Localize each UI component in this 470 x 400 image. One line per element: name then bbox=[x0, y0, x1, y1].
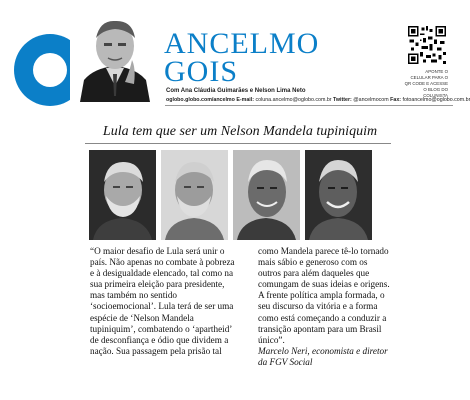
quote-column-right bbox=[258, 246, 390, 368]
email-value[interactable]: coluna.ancelmo@oglobo.com.br bbox=[255, 97, 332, 103]
qr-instructions: APONTE O CELULAR PARA O QR CODE E ACESSE O BLOG DO COLUNISTA bbox=[404, 69, 448, 98]
website-link[interactable]: oglobo.globo.com/ancelmo bbox=[166, 97, 235, 103]
contributors-line: Com Ana Cláudia Guimarães e Nelson Lima Neto bbox=[166, 88, 306, 94]
qr-code-icon[interactable] bbox=[408, 26, 446, 64]
lula-photo-2 bbox=[161, 150, 228, 240]
email-label: E-mail: bbox=[236, 97, 255, 103]
mandela-photo-2 bbox=[305, 150, 372, 240]
twitter-value[interactable]: @ancelmocom bbox=[353, 97, 389, 103]
lula-photo-1 bbox=[89, 150, 156, 240]
quote-text-right: como Mandela parece tê-lo tornado mais sábio e generoso com os outros para além daqueles que comungam de suas ideias e origens. A frente política ampla formada, o seu discurso da vitória e a forma como está começando a conduzir a transição apontam para um Brasil único”. bbox=[258, 246, 390, 345]
column-title-line2: GOIS bbox=[164, 55, 239, 88]
twitter-label: Twitter: bbox=[333, 97, 352, 103]
headline-divider bbox=[85, 143, 391, 144]
header-divider bbox=[165, 105, 453, 106]
column-title-line1: ANCELMO bbox=[164, 27, 320, 60]
quote-signature: Marcelo Neri, economista e diretor da FGV Social bbox=[258, 345, 388, 367]
fax-value[interactable]: fotoancelmo@oglobo.com.br bbox=[402, 97, 470, 103]
mandela-photo-1 bbox=[233, 150, 300, 240]
columnist-portrait bbox=[70, 10, 160, 102]
fax-label: Fax: bbox=[390, 97, 402, 103]
quote-text-left: “O maior desafio de Lula será unir o país. Não apenas no combate à pobreza e à desigualdade elencado, tal como na sua primeira eleição para presidente, mas também no sentido ‘socioemocional’. Lula terá de ser uma espécie de ‘Nelson Mandela tupiniquim’, combatendo o ‘apartheid’ de desconfiança e ódio que dividem a nação. Sua passagem pela prisão tal bbox=[90, 246, 235, 356]
column-title bbox=[164, 27, 320, 88]
article-headline: Lula tem que ser um Nelson Mandela tupiniquim bbox=[102, 124, 378, 139]
quote-column-left bbox=[90, 246, 240, 357]
